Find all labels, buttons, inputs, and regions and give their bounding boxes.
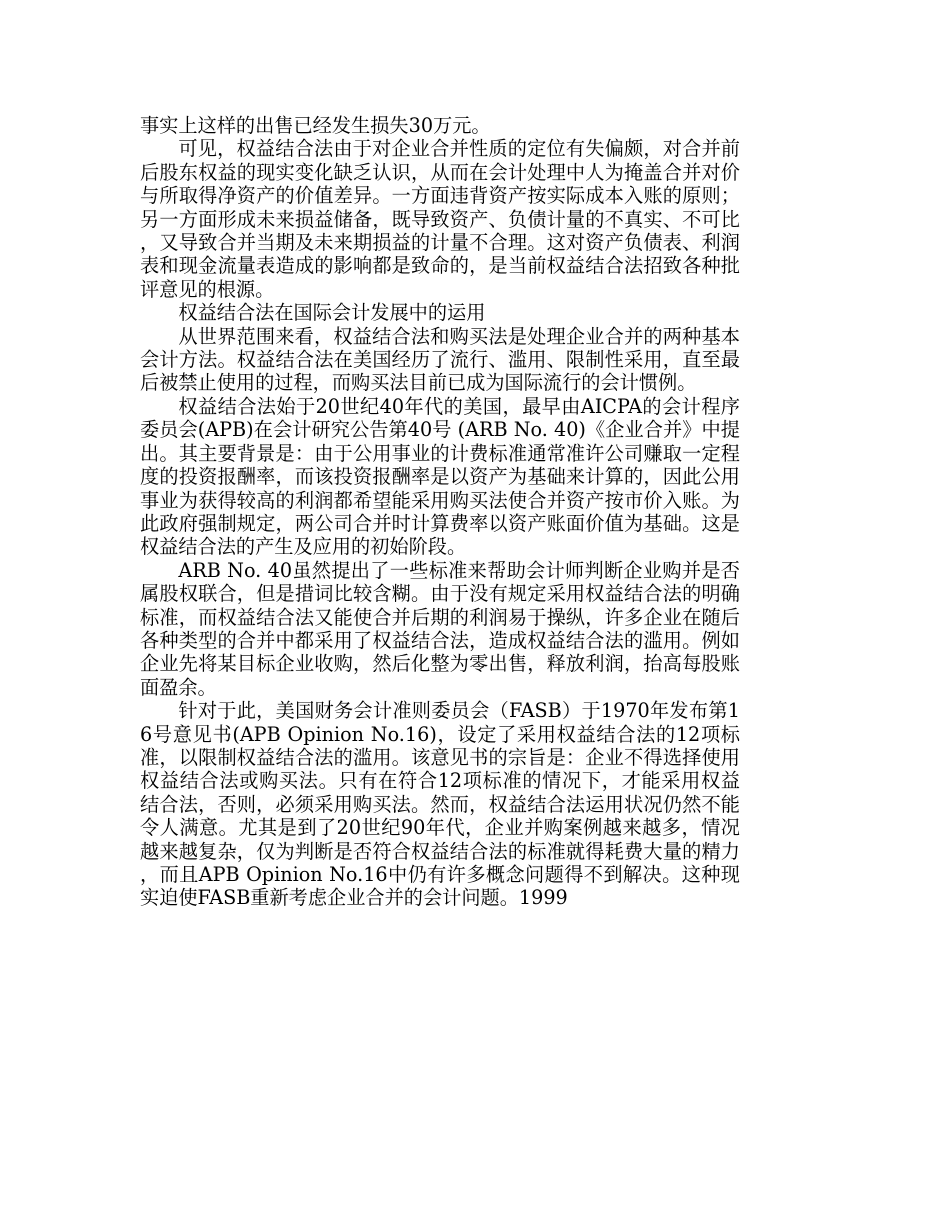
document-body: [140, 114, 740, 910]
paragraph: 可见，权益结合法由于对企业合并性质的定位有失偏颇，对合并前后股东权益的现实变化缺乏认识，从而在会计处理中人为掩盖合并对价与所取得净资产的价值差异。一方面违背资产按实际成本入账的原则；另一方面形成未来损益储备，既导致资产、负债计量的不真实、不可比，又导致合并当期及未来期损益的计量不合理。这对资产负债表、利润表和现金流量表造成的影响都是致命的，是当前权益结合法招致各种批评意见的根源。: [140, 137, 740, 301]
paragraph: ARB No. 40虽然提出了一些标准来帮助会计师判断企业购并是否属股权联合，但是措词比较含糊。由于没有规定采用权益结合法的明确标准，而权益结合法又能使合并后期的利润易于操纵，许多企业在随后各种类型的合并中都采用了权益结合法，造成权益结合法的滥用。例如企业先将某目标企业收购，然后化整为零出售，释放利润，抬高每股账面盈余。: [140, 558, 740, 699]
paragraph: 从世界范围来看，权益结合法和购买法是处理企业合并的两种基本会计方法。权益结合法在美国经历了流行、滥用、限制性采用，直至最后被禁止使用的过程，而购买法目前已成为国际流行的会计惯例。: [140, 324, 740, 395]
paragraph: 针对于此，美国财务会计准则委员会（FASB）于1970年发布第16号意见书(APB Opinion No.16)，设定了采用权益结合法的12项标准，以限制权益结合法的滥用。该意见书的宗旨是：企业不得选择使用权益结合法或购买法。只有在符合12项标准的情况下，才能采用权益结合法，否则，必须采用购买法。然而，权益结合法运用状况仍然不能令人满意。尤其是到了20世纪90年代，企业并购案例越来越多，情况越来越复杂，仅为判断是否符合权益结合法的标准就得耗费大量的精力，而且APB Opinion No.16中仍有许多概念问题得不到解决。这种现实迫使FASB重新考虑企业合并的会计问题。1999: [140, 699, 740, 910]
section-heading: 权益结合法在国际会计发展中的运用: [178, 301, 486, 325]
paragraph: 事实上这样的出售已经发生损失30万元。: [140, 114, 491, 137]
paragraph: 权益结合法始于20世纪40年代的美国，最早由AICPA的会计程序委员会(APB)在会计研究公告第40号 (ARB No. 40)《企业合并》中提出。其主要背景是：由于公用事业的计费标准通常准许公司赚取一定程度的投资报酬率，而该投资报酬率是以资产为基础来计算的，因此公用事业为获得较高的利润都希望能采用购买法使合并资产按市价入账。为此政府强制规定，两公司合并时计算费率以资产账面价值为基础。这是权益结合法的产生及应用的初始阶段。: [140, 394, 740, 559]
